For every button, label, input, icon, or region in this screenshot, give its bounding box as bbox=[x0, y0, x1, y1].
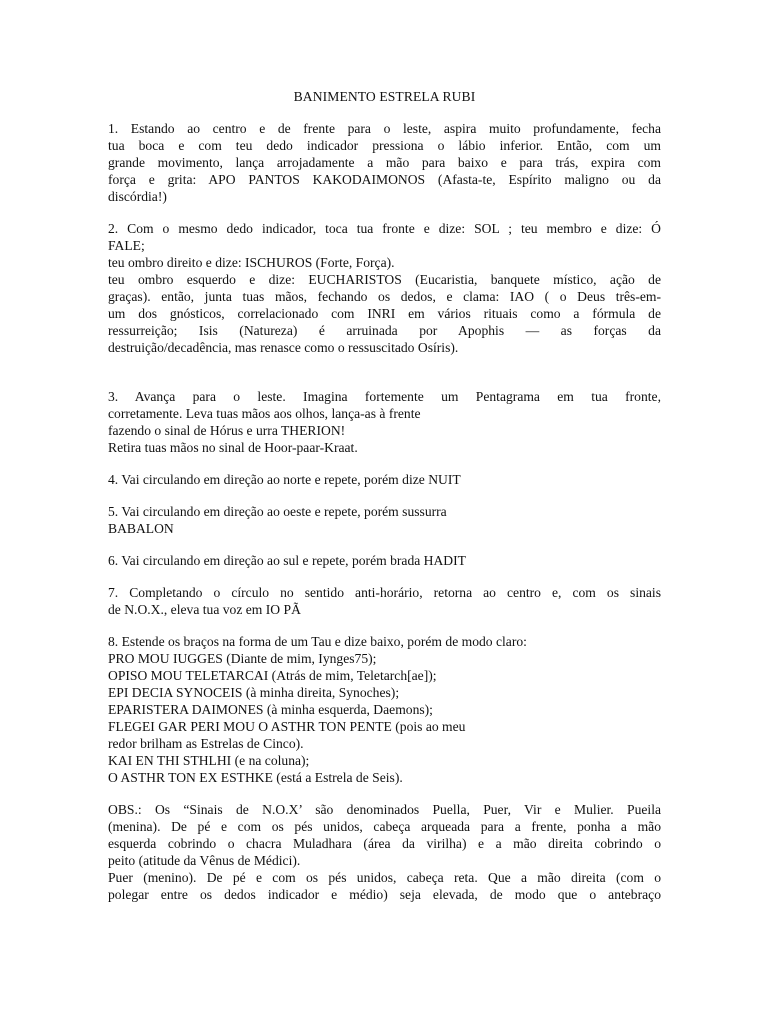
paragraph bbox=[108, 552, 661, 569]
paragraph bbox=[108, 388, 661, 456]
text-line: fazendo o sinal de Hórus e urra THERION! bbox=[108, 423, 346, 438]
text-line: EPARISTERA DAIMONES (à minha esquerda, Daemons); bbox=[108, 702, 433, 717]
paragraph bbox=[108, 220, 661, 356]
text-line: um dos gnósticos, correlacionado com INRI em vários rituais como a fórmula de bbox=[108, 306, 661, 321]
text-line: 8. Estende os braços na forma de um Tau e dize baixo, porém de modo claro: bbox=[108, 634, 527, 649]
document-title: BANIMENTO ESTRELA RUBI bbox=[293, 89, 476, 104]
text-line: KAI EN THI STHLHI (e na coluna); bbox=[108, 753, 310, 768]
text-line: força e grita: APO PANTOS KAKODAIMONOS (Afasta-te, Espírito maligno ou da bbox=[108, 172, 661, 187]
text-line: EPI DECIA SYNOCEIS (à minha direita, Synoches); bbox=[108, 685, 400, 700]
text-line: 2. Com o mesmo dedo indicador, toca tua fronte e dize: SOL ; teu membro e dize: Ó bbox=[108, 221, 661, 236]
text-line: destruição/decadência, mas renasce como o ressuscitado Osíris). bbox=[108, 340, 459, 355]
text-line: discórdia!) bbox=[108, 189, 167, 204]
text-line: ressurreição; Isis (Natureza) é arruinada por Apophis — as forças da bbox=[108, 323, 661, 338]
paragraph bbox=[108, 503, 661, 537]
text-line: peito (atitude da Vênus de Médici). bbox=[108, 853, 301, 868]
paragraph bbox=[108, 120, 661, 205]
text-line: 7. Completando o círculo no sentido anti-horário, retorna ao centro e, com os sinais bbox=[108, 585, 661, 600]
text-line: teu ombro esquerdo e dize: EUCHARISTOS (Eucaristia, banquete místico, ação de bbox=[108, 272, 661, 287]
text-line: 4. Vai circulando em direção ao norte e repete, porém dize NUIT bbox=[108, 472, 461, 487]
text-line: redor brilham as Estrelas de Cinco). bbox=[108, 736, 304, 751]
text-line: FLEGEI GAR PERI MOU O ASTHR TON PENTE (pois ao meu bbox=[108, 719, 466, 734]
text-line: Puer (menino). De pé e com os pés unidos, cabeça reta. Que a mão direita (com o bbox=[108, 870, 661, 885]
text-line: 5. Vai circulando em direção ao oeste e repete, porém sussurra bbox=[108, 504, 447, 519]
paragraph bbox=[108, 801, 661, 903]
text-line: grande movimento, lança arrojadamente a mão para baixo e para trás, expira com bbox=[108, 155, 661, 170]
text-line: OPISO MOU TELETARCAI (Atrás de mim, Teletarch[ae]); bbox=[108, 668, 437, 683]
document-page bbox=[108, 88, 661, 918]
text-line: graças). então, junta tuas mãos, fechando os dedos, e clama: IAO ( o Deus três-em- bbox=[108, 289, 661, 304]
text-line: PRO MOU IUGGES (Diante de mim, Iynges75); bbox=[108, 651, 377, 666]
text-line: de N.O.X., eleva tua voz em IO PÃ bbox=[108, 602, 301, 617]
text-line: corretamente. Leva tuas mãos aos olhos, lança-as à frente bbox=[108, 406, 421, 421]
text-line: 1. Estando ao centro e de frente para o leste, aspira muito profundamente, fecha bbox=[108, 121, 661, 136]
text-line: teu ombro direito e dize: ISCHUROS (Forte, Força). bbox=[108, 255, 395, 270]
paragraph bbox=[108, 471, 661, 488]
text-line: Retira tuas mãos no sinal de Hoor-paar-Kraat. bbox=[108, 440, 358, 455]
document-body bbox=[108, 120, 661, 903]
text-line: 6. Vai circulando em direção ao sul e repete, porém brada HADIT bbox=[108, 553, 466, 568]
text-line: polegar entre os dedos indicador e médio) seja elevada, de modo que o antebraço bbox=[108, 887, 661, 902]
paragraph bbox=[108, 633, 661, 786]
text-line: O ASTHR TON EX ESTHKE (está a Estrela de Seis). bbox=[108, 770, 403, 785]
text-line: BABALON bbox=[108, 521, 174, 536]
text-line: esquerda cobrindo o chacra Muladhara (área da virilha) e a mão direita cobrindo o bbox=[108, 836, 661, 851]
text-line: OBS.: Os “Sinais de N.O.X’ são denominados Puella, Puer, Vir e Mulier. Pueila bbox=[108, 802, 661, 817]
text-line: FALE; bbox=[108, 238, 145, 253]
text-line: 3. Avança para o leste. Imagina fortemente um Pentagrama em tua fronte, bbox=[108, 389, 661, 404]
paragraph bbox=[108, 584, 661, 618]
text-line: (menina). De pé e com os pés unidos, cabeça arqueada para a frente, ponha a mão bbox=[108, 819, 661, 834]
text-line: tua boca e com teu dedo indicador pressiona o lábio inferior. Então, com um bbox=[108, 138, 661, 153]
